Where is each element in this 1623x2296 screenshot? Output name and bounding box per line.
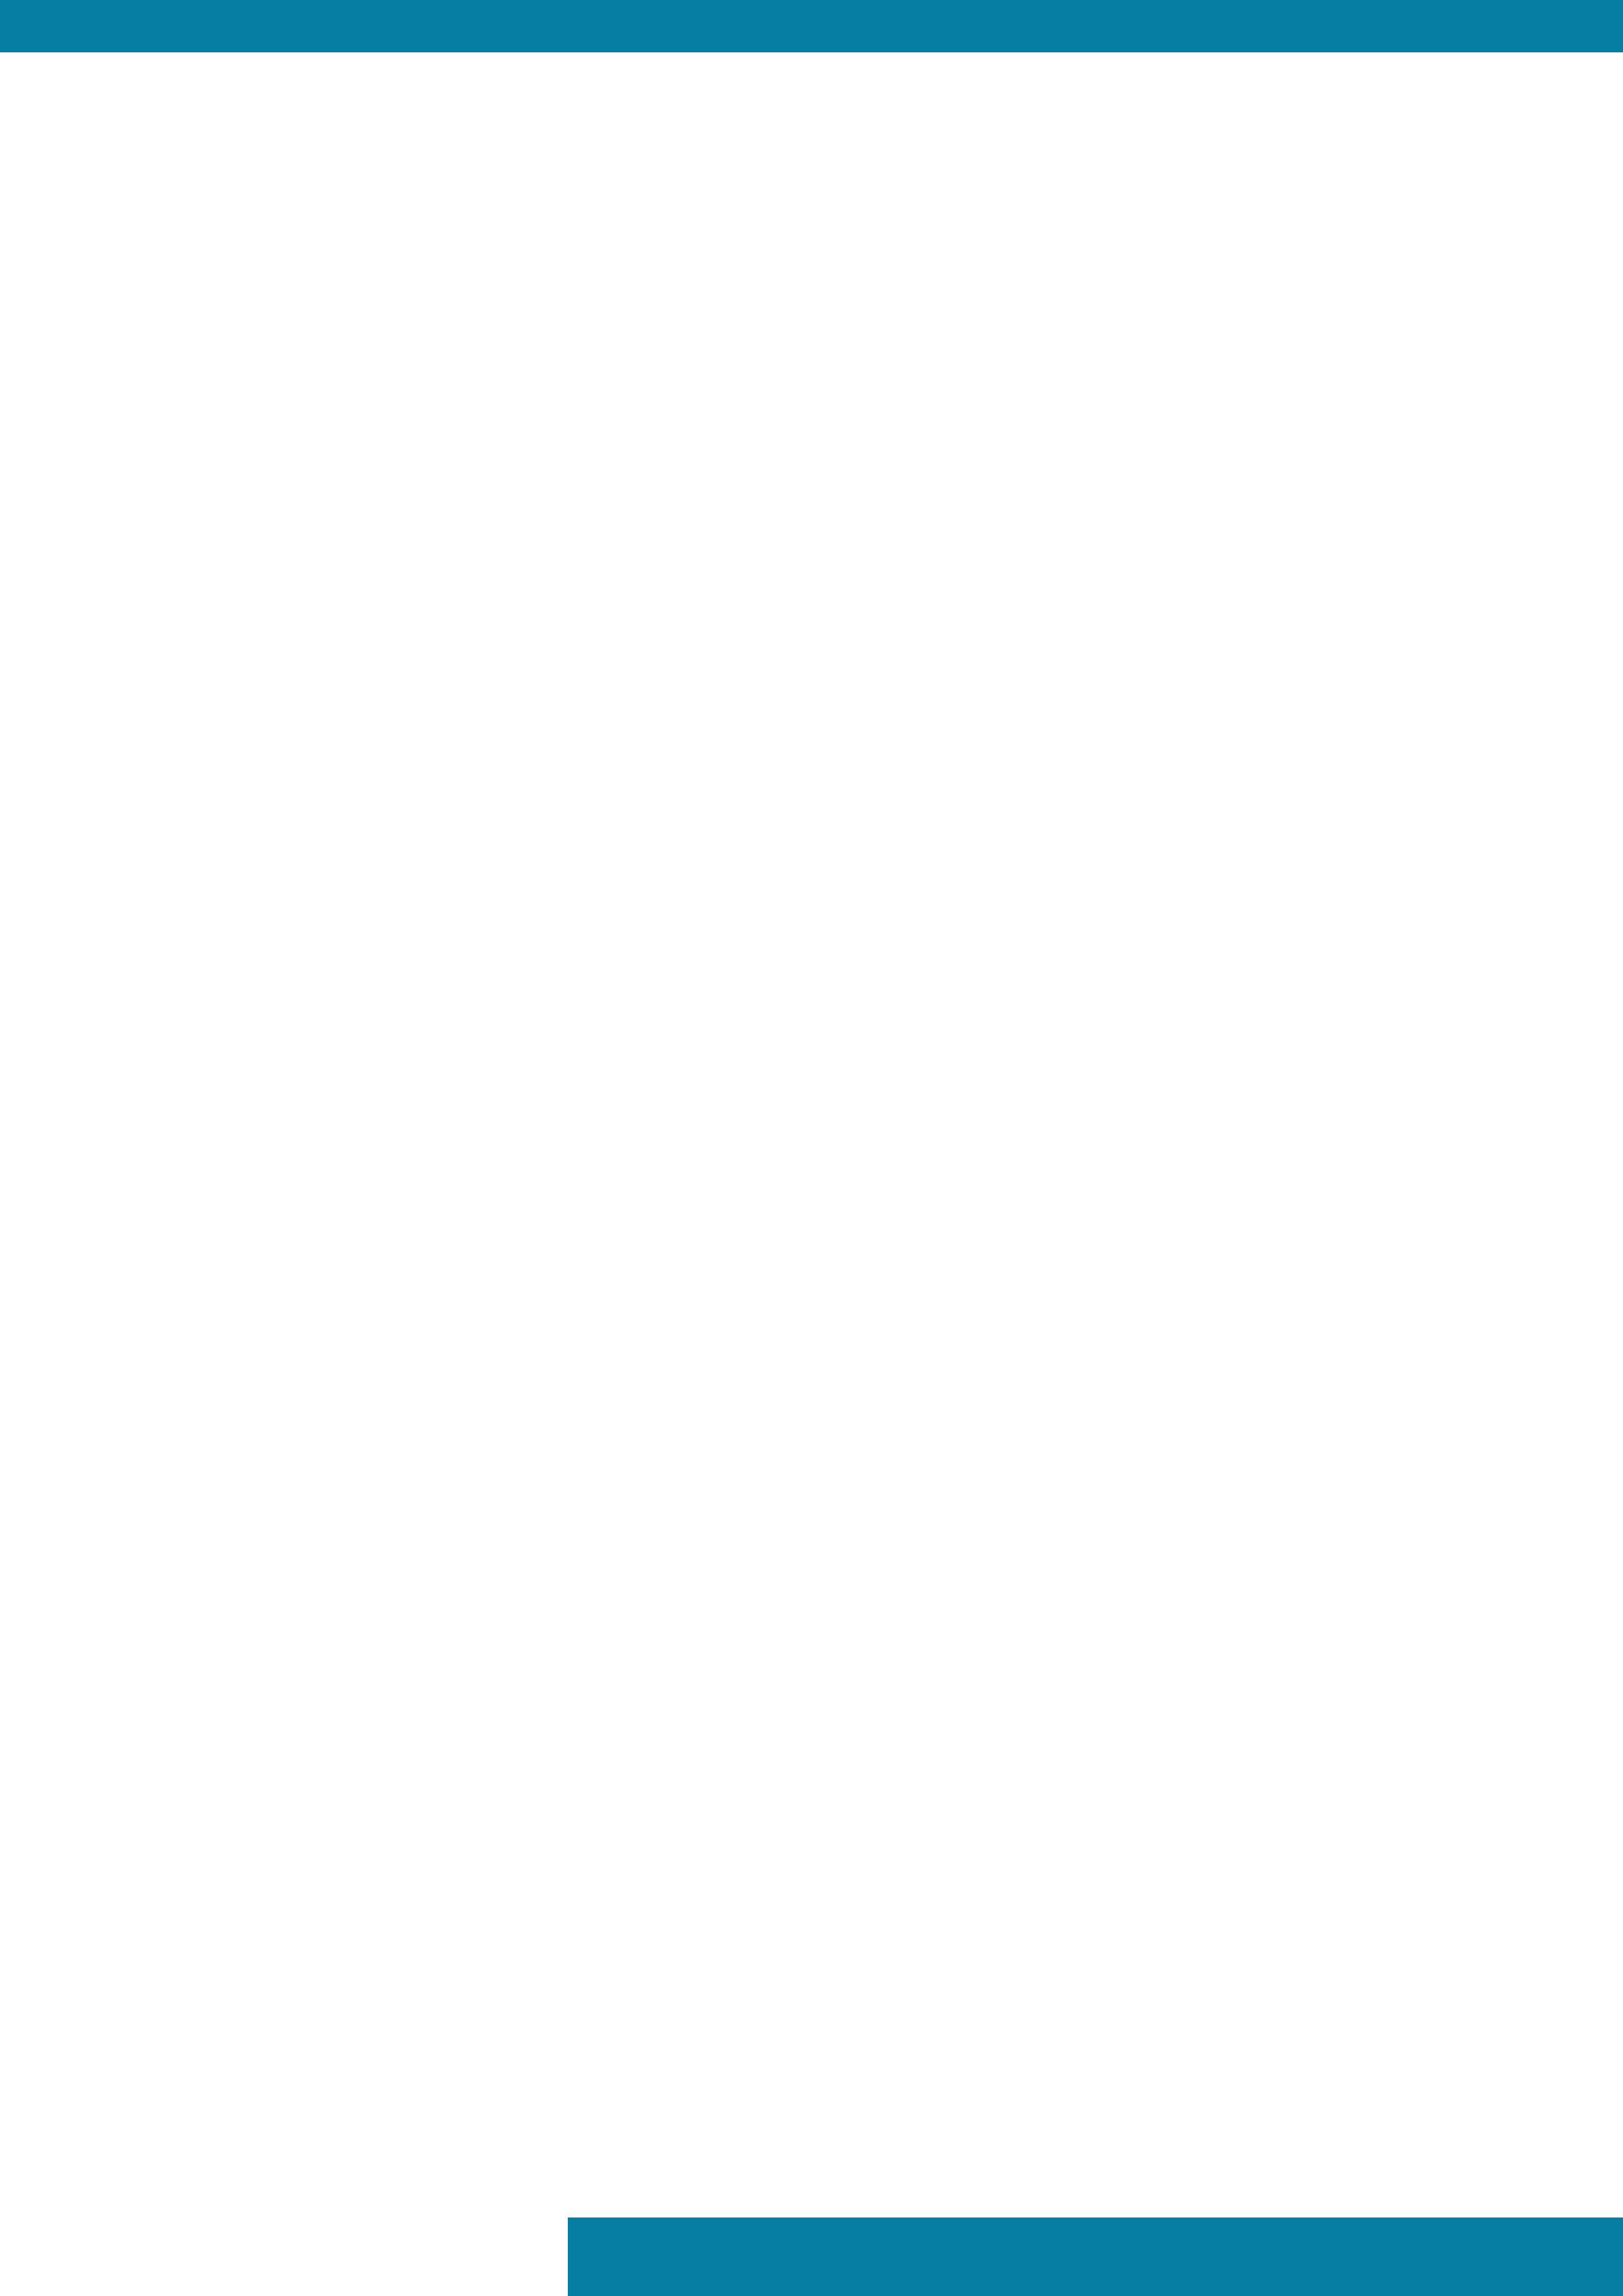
bottom-accent-band <box>568 2217 1623 2296</box>
top-accent-band <box>0 0 1623 52</box>
paragraph-spacer <box>195 205 1484 264</box>
page-content <box>195 145 1484 274</box>
paragraph-spacer <box>195 145 1484 205</box>
